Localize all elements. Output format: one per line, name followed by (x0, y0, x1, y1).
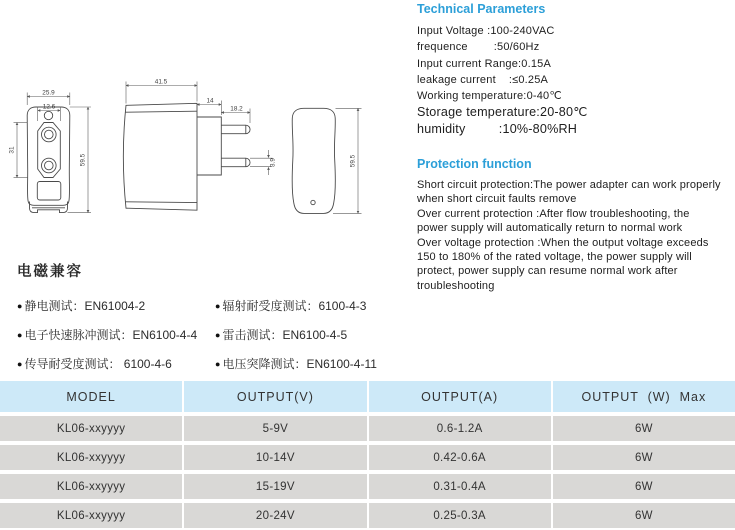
side-view-outline (123, 103, 250, 210)
dim-label-back-height: 59.5 (349, 154, 357, 168)
cell-model: KL06-xxyyyy (0, 503, 182, 528)
param-frequency: frequence :50/60Hz (417, 41, 540, 54)
protection-text-line: when short circuit faults remove (417, 193, 577, 206)
side-plug-base (197, 117, 221, 175)
emc-test-label: 电子快速脉冲测试：EN6100-4-4 (24, 328, 198, 342)
back-view-dimensions (333, 108, 362, 213)
table-row (0, 416, 735, 441)
cell-output-v: 20-24V (184, 503, 366, 528)
dim-label-front-width: 25.9 (42, 89, 55, 97)
emc-test-label: 电压突降测试：EN6100-4-11 (222, 357, 377, 371)
table-header-row (0, 381, 735, 412)
cell-output-a: 0.42-0.6A (369, 445, 551, 470)
emc-test-list (17, 297, 417, 372)
front-pin-bottom (45, 161, 54, 170)
dim-label-front-pin-offset: 31 (8, 146, 16, 154)
emc-test-label: 传导耐受度测试： 6100-4-6 (24, 357, 172, 371)
header-output-v: OUTPUT(V) (184, 381, 366, 412)
emc-test-item (17, 326, 215, 343)
bullet-icon: ● (215, 300, 221, 311)
bullet-icon: ● (215, 329, 221, 340)
emc-test-item (17, 355, 215, 372)
header-output-a: OUTPUT(A) (369, 381, 551, 412)
drawing-canvas (0, 55, 410, 235)
cell-model: KL06-xxyyyy (0, 474, 182, 499)
emc-test-label: 雷击测试：EN6100-4-5 (222, 328, 348, 342)
cell-output-v: 15-19V (184, 474, 366, 499)
protection-function-section (417, 157, 735, 293)
emc-test-label: 辐射耐受度测试：6100-4-3 (222, 299, 367, 313)
dim-label-side-pin-length: 18.2 (230, 105, 243, 113)
back-screw-hole (311, 200, 315, 204)
dim-label-side-pin-width: 3.9 (269, 158, 277, 167)
param-input-current: Input current Range:0.15A (417, 57, 552, 70)
protection-text-line: power supply will automatically return to normal work (417, 222, 683, 235)
dim-label-side-depth: 41.5 (154, 78, 168, 86)
dim-label-front-height: 59.5 (79, 153, 87, 167)
cell-output-w: 6W (553, 416, 735, 441)
protection-text-line: 150 to 180% of the rated voltage, the power supply will (417, 251, 692, 264)
cell-model: KL06-xxyyyy (0, 445, 182, 470)
side-view-dimensions (126, 82, 273, 176)
technical-parameters-section (417, 2, 735, 138)
bullet-icon: ● (17, 329, 23, 340)
front-view-dimensions (14, 93, 92, 213)
cell-output-v: 10-14V (184, 445, 366, 470)
front-usb-port (37, 182, 61, 201)
cell-output-a: 0.6-1.2A (369, 416, 551, 441)
technical-parameters-title: Technical Parameters (417, 2, 546, 16)
protection-function-title: Protection function (417, 157, 532, 171)
emc-title: 电磁兼容 (17, 264, 83, 280)
cell-output-v: 5-9V (184, 416, 366, 441)
bullet-icon: ● (215, 358, 221, 369)
dim-label-front-pin-span: 12.6 (42, 103, 56, 111)
table-row (0, 445, 735, 470)
output-spec-table (0, 381, 735, 528)
protection-text-line: troubleshooting (417, 279, 495, 292)
bullet-icon: ● (17, 300, 23, 311)
front-view-outline (27, 107, 70, 213)
cell-output-w: 6W (553, 474, 735, 499)
param-humidity: humidity :10%-80%RH (417, 122, 578, 137)
cell-output-w: 6W (553, 503, 735, 528)
cell-output-a: 0.25-0.3A (369, 503, 551, 528)
protection-text-line: Over voltage protection :When the output voltage exceeds (417, 236, 709, 249)
protection-text-line: protect, power supply can resume normal work after (417, 265, 678, 278)
emc-test-item (215, 297, 417, 314)
front-top-hole (44, 111, 52, 119)
cell-output-a: 0.31-0.4A (369, 474, 551, 499)
dim-label-side-plug-base: 14 (206, 97, 214, 105)
header-model: MODEL (0, 381, 182, 412)
emc-section (17, 260, 417, 372)
back-view-outline (292, 108, 335, 213)
table-row (0, 503, 735, 528)
protection-text-line: Over current protection :After flow troubleshooting, the (417, 207, 690, 220)
emc-test-label: 静电测试：EN61004-2 (24, 299, 146, 313)
front-pin-top (45, 130, 54, 139)
emc-test-item (215, 326, 417, 343)
header-output-w-max: OUTPUT (W) Max (553, 381, 735, 412)
emc-test-item (17, 297, 215, 314)
param-leakage-current: leakage current :≤0.25A (417, 73, 549, 86)
param-input-voltage: Input Voltage :100-240VAC (417, 25, 555, 37)
table-row (0, 474, 735, 499)
emc-test-item (215, 355, 417, 372)
bullet-icon: ● (17, 358, 23, 369)
front-pin-panel (38, 123, 61, 178)
cell-output-w: 6W (553, 445, 735, 470)
protection-text-line: Short circuit protection:The power adapter can work properly (417, 179, 721, 191)
param-storage-temperature: Storage temperature:20-80℃ (417, 105, 588, 120)
cell-model: KL06-xxyyyy (0, 416, 182, 441)
adapter-dimension-drawings (0, 55, 410, 240)
param-working-temperature: Working temperature:0-40℃ (417, 90, 562, 103)
